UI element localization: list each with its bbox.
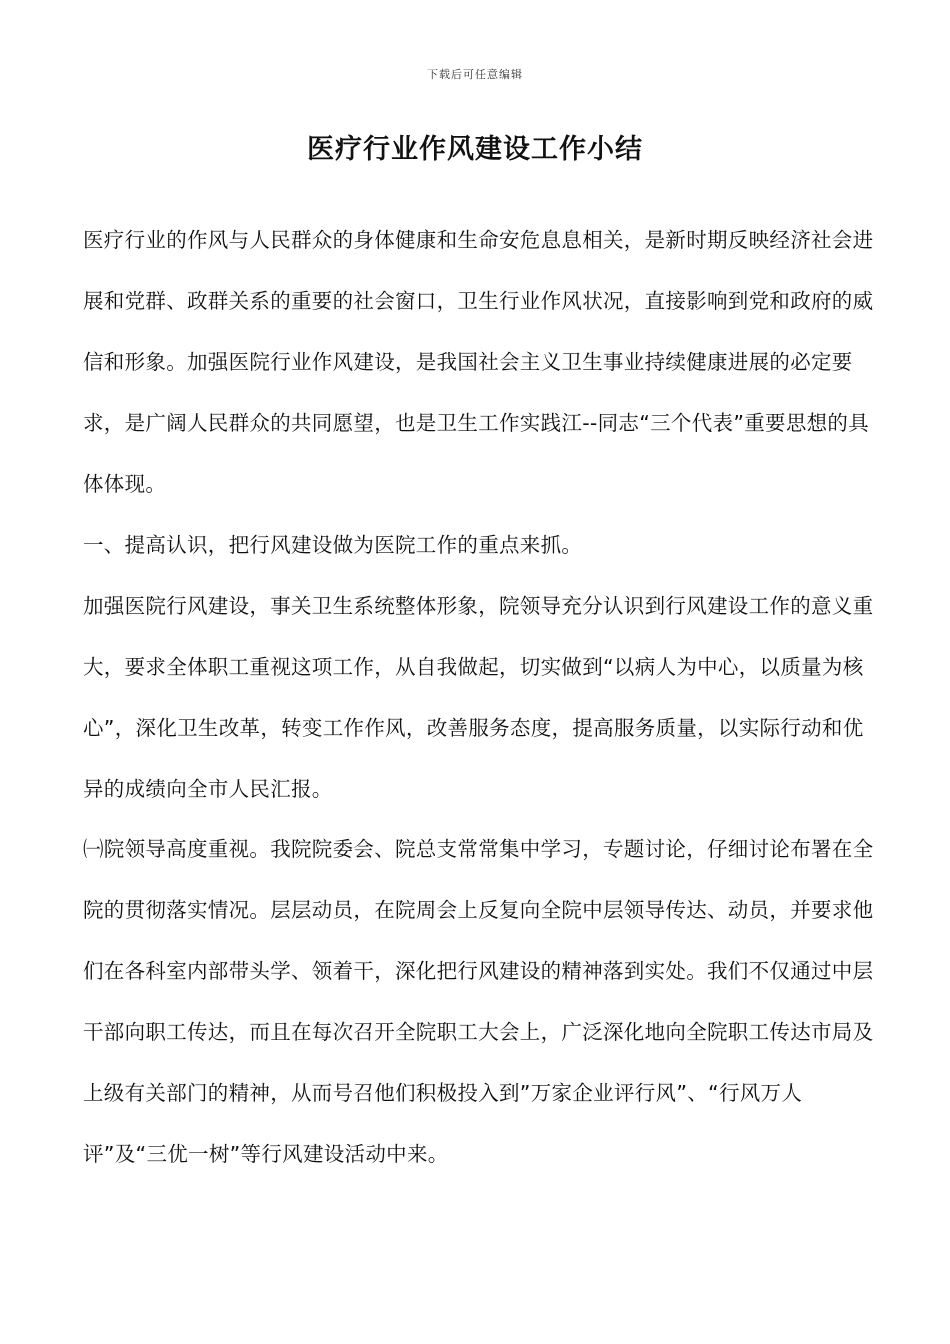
subsection1-paragraph: [83, 819, 878, 1185]
document-title: 医疗行业作风建设工作小结: [307, 134, 643, 165]
intro-paragraph: [83, 210, 878, 515]
section-heading: [83, 515, 878, 576]
header-note: 下载后可任意编辑: [427, 68, 523, 81]
section1-heading: 一、提高认识，把行风建设做为医院工作的重点来抓。: [83, 533, 583, 557]
subsection1-text: ㈠院领导高度重视。我院院委会、院总支常常集中学习，专题讨论，仔细讨论布署在全院的贯彻落实情况。层层动员，在院周会上反复向全院中层领导传达、动员，并要求他们在各科室内部带头学、领着干，深化把行风建设的精神落到实处。我们不仅通过中层干部向职工传达，而且在每次召开全院职工大会上，广泛深化地向全院职工传达市局及上级有关部门的精神，从而号召他们积极投入到”万家企业评行风”、“行风万人评”及“三优一树”等行风建设活动中来。: [83, 837, 874, 1166]
section1-paragraph: [83, 576, 878, 820]
intro-text: 医疗行业的作风与人民群众的身体健康和生命安危息息相关，是新时期反映经济社会进展和党群、政群关系的重要的社会窗口，卫生行业作风状况，直接影响到党和政府的威信和形象。加强医院行业作风建设，是我国社会主义卫生事业持续健康进展的必定要求，是广阔人民群众的共同愿望，也是卫生工作实践江--同志“三个代表”重要思想的具体体现。: [83, 228, 874, 496]
section1-body-text: 加强医院行风建设，事关卫生系统整体形象，院领导充分认识到行风建设工作的意义重大，要求全体职工重视这项工作，从自我做起，切实做到“以病人为中心，以质量为核心”，深化卫生改革，转变工作作风，改善服务态度，提高服务质量，以实际行动和优异的成绩向全市人民汇报。: [83, 594, 874, 801]
